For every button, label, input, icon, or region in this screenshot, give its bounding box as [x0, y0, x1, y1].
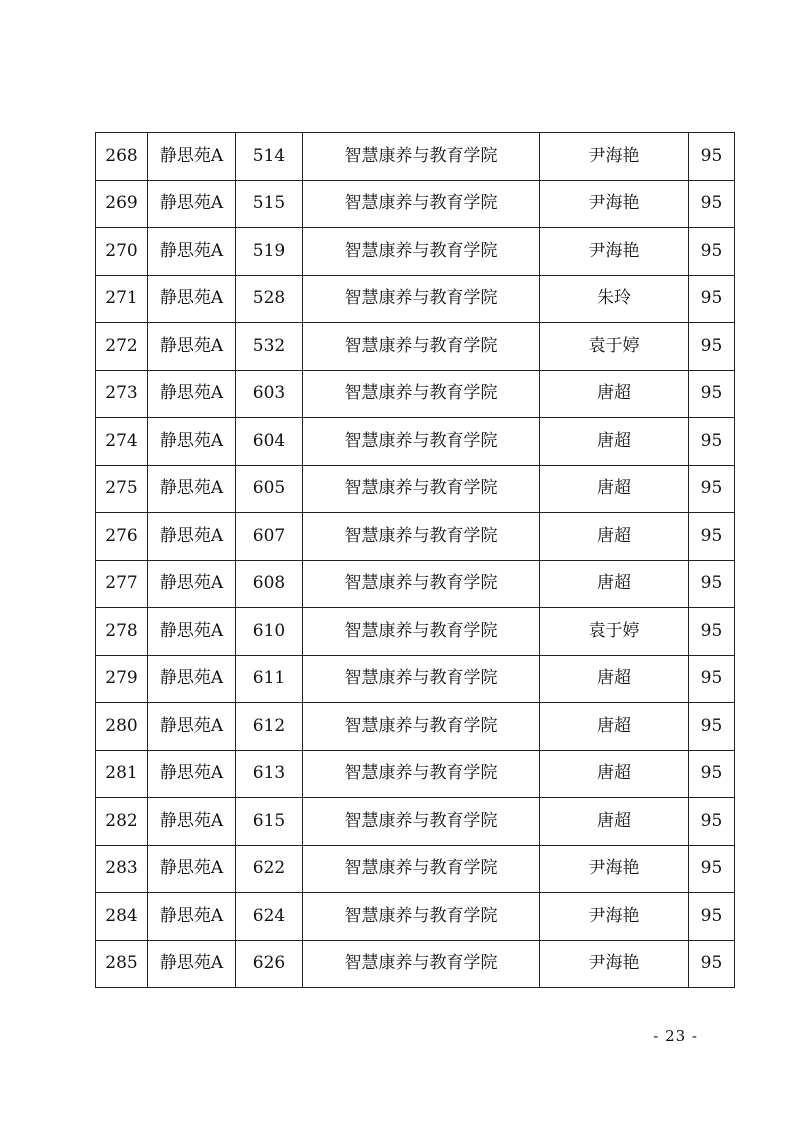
cell-college: 智慧康养与教育学院: [303, 323, 540, 371]
cell-building: 静思苑A: [148, 323, 236, 371]
cell-number: 272: [96, 323, 148, 371]
cell-score: 95: [689, 940, 735, 988]
cell-teacher: 唐超: [540, 418, 689, 466]
cell-building: 静思苑A: [148, 798, 236, 846]
cell-score: 95: [689, 370, 735, 418]
cell-college: 智慧康养与教育学院: [303, 845, 540, 893]
cell-number: 281: [96, 750, 148, 798]
cell-room: 607: [236, 513, 303, 561]
cell-teacher: 唐超: [540, 465, 689, 513]
table-row: [96, 560, 735, 608]
cell-college: 智慧康养与教育学院: [303, 893, 540, 941]
cell-score: 95: [689, 893, 735, 941]
table-row: [96, 940, 735, 988]
cell-room: 514: [236, 133, 303, 181]
table-row: [96, 893, 735, 941]
table-row: [96, 798, 735, 846]
dormitory-score-table: [95, 132, 734, 988]
cell-score: 95: [689, 750, 735, 798]
cell-college: 智慧康养与教育学院: [303, 513, 540, 561]
table-row: [96, 418, 735, 466]
table-row: [96, 133, 735, 181]
cell-college: 智慧康养与教育学院: [303, 655, 540, 703]
cell-building: 静思苑A: [148, 750, 236, 798]
cell-score: 95: [689, 418, 735, 466]
cell-score: 95: [689, 655, 735, 703]
cell-number: 275: [96, 465, 148, 513]
table-row: [96, 323, 735, 371]
cell-score: 95: [689, 608, 735, 656]
cell-room: 622: [236, 845, 303, 893]
cell-number: 276: [96, 513, 148, 561]
cell-number: 274: [96, 418, 148, 466]
cell-building: 静思苑A: [148, 703, 236, 751]
cell-college: 智慧康养与教育学院: [303, 608, 540, 656]
cell-building: 静思苑A: [148, 275, 236, 323]
cell-number: 270: [96, 228, 148, 276]
table-row: [96, 608, 735, 656]
cell-building: 静思苑A: [148, 180, 236, 228]
cell-building: 静思苑A: [148, 513, 236, 561]
cell-building: 静思苑A: [148, 940, 236, 988]
cell-room: 611: [236, 655, 303, 703]
cell-room: 519: [236, 228, 303, 276]
cell-building: 静思苑A: [148, 560, 236, 608]
cell-teacher: 尹海艳: [540, 180, 689, 228]
cell-teacher: 朱玲: [540, 275, 689, 323]
cell-teacher: 尹海艳: [540, 845, 689, 893]
cell-teacher: 唐超: [540, 513, 689, 561]
cell-number: 284: [96, 893, 148, 941]
cell-building: 静思苑A: [148, 133, 236, 181]
cell-score: 95: [689, 798, 735, 846]
cell-score: 95: [689, 133, 735, 181]
cell-room: 515: [236, 180, 303, 228]
cell-teacher: 唐超: [540, 703, 689, 751]
cell-number: 279: [96, 655, 148, 703]
cell-room: 605: [236, 465, 303, 513]
table-row: [96, 228, 735, 276]
table-row: [96, 275, 735, 323]
cell-number: 277: [96, 560, 148, 608]
cell-teacher: 唐超: [540, 750, 689, 798]
cell-college: 智慧康养与教育学院: [303, 180, 540, 228]
table-body: [96, 133, 735, 988]
cell-teacher: 尹海艳: [540, 893, 689, 941]
cell-score: 95: [689, 275, 735, 323]
cell-room: 603: [236, 370, 303, 418]
cell-college: 智慧康养与教育学院: [303, 703, 540, 751]
cell-number: 269: [96, 180, 148, 228]
page-number: - 23 -: [653, 1027, 698, 1045]
cell-room: 608: [236, 560, 303, 608]
cell-teacher: 唐超: [540, 560, 689, 608]
cell-score: 95: [689, 560, 735, 608]
cell-number: 278: [96, 608, 148, 656]
cell-college: 智慧康养与教育学院: [303, 560, 540, 608]
table-row: [96, 703, 735, 751]
table-row: [96, 180, 735, 228]
cell-building: 静思苑A: [148, 418, 236, 466]
cell-college: 智慧康养与教育学院: [303, 798, 540, 846]
cell-teacher: 尹海艳: [540, 228, 689, 276]
cell-college: 智慧康养与教育学院: [303, 465, 540, 513]
cell-number: 273: [96, 370, 148, 418]
cell-college: 智慧康养与教育学院: [303, 418, 540, 466]
cell-teacher: 尹海艳: [540, 940, 689, 988]
cell-building: 静思苑A: [148, 465, 236, 513]
cell-number: 282: [96, 798, 148, 846]
cell-teacher: 唐超: [540, 655, 689, 703]
cell-room: 604: [236, 418, 303, 466]
table-row: [96, 370, 735, 418]
cell-room: 610: [236, 608, 303, 656]
table-row: [96, 513, 735, 561]
cell-college: 智慧康养与教育学院: [303, 275, 540, 323]
cell-teacher: 袁于婷: [540, 323, 689, 371]
cell-room: 613: [236, 750, 303, 798]
cell-teacher: 唐超: [540, 370, 689, 418]
cell-score: 95: [689, 465, 735, 513]
table-row: [96, 465, 735, 513]
cell-room: 615: [236, 798, 303, 846]
cell-number: 285: [96, 940, 148, 988]
cell-room: 532: [236, 323, 303, 371]
cell-number: 271: [96, 275, 148, 323]
cell-score: 95: [689, 513, 735, 561]
cell-building: 静思苑A: [148, 655, 236, 703]
cell-college: 智慧康养与教育学院: [303, 750, 540, 798]
cell-room: 528: [236, 275, 303, 323]
cell-teacher: 尹海艳: [540, 133, 689, 181]
table-row: [96, 750, 735, 798]
cell-college: 智慧康养与教育学院: [303, 370, 540, 418]
cell-room: 626: [236, 940, 303, 988]
cell-number: 280: [96, 703, 148, 751]
cell-score: 95: [689, 180, 735, 228]
cell-building: 静思苑A: [148, 893, 236, 941]
cell-room: 612: [236, 703, 303, 751]
cell-teacher: 袁于婷: [540, 608, 689, 656]
cell-college: 智慧康养与教育学院: [303, 133, 540, 181]
cell-number: 268: [96, 133, 148, 181]
cell-score: 95: [689, 228, 735, 276]
cell-building: 静思苑A: [148, 370, 236, 418]
table-row: [96, 655, 735, 703]
cell-building: 静思苑A: [148, 845, 236, 893]
cell-score: 95: [689, 703, 735, 751]
cell-building: 静思苑A: [148, 228, 236, 276]
cell-college: 智慧康养与教育学院: [303, 228, 540, 276]
cell-college: 智慧康养与教育学院: [303, 940, 540, 988]
table-row: [96, 845, 735, 893]
cell-room: 624: [236, 893, 303, 941]
cell-number: 283: [96, 845, 148, 893]
cell-score: 95: [689, 845, 735, 893]
cell-score: 95: [689, 323, 735, 371]
table: [95, 132, 735, 988]
cell-building: 静思苑A: [148, 608, 236, 656]
cell-teacher: 唐超: [540, 798, 689, 846]
